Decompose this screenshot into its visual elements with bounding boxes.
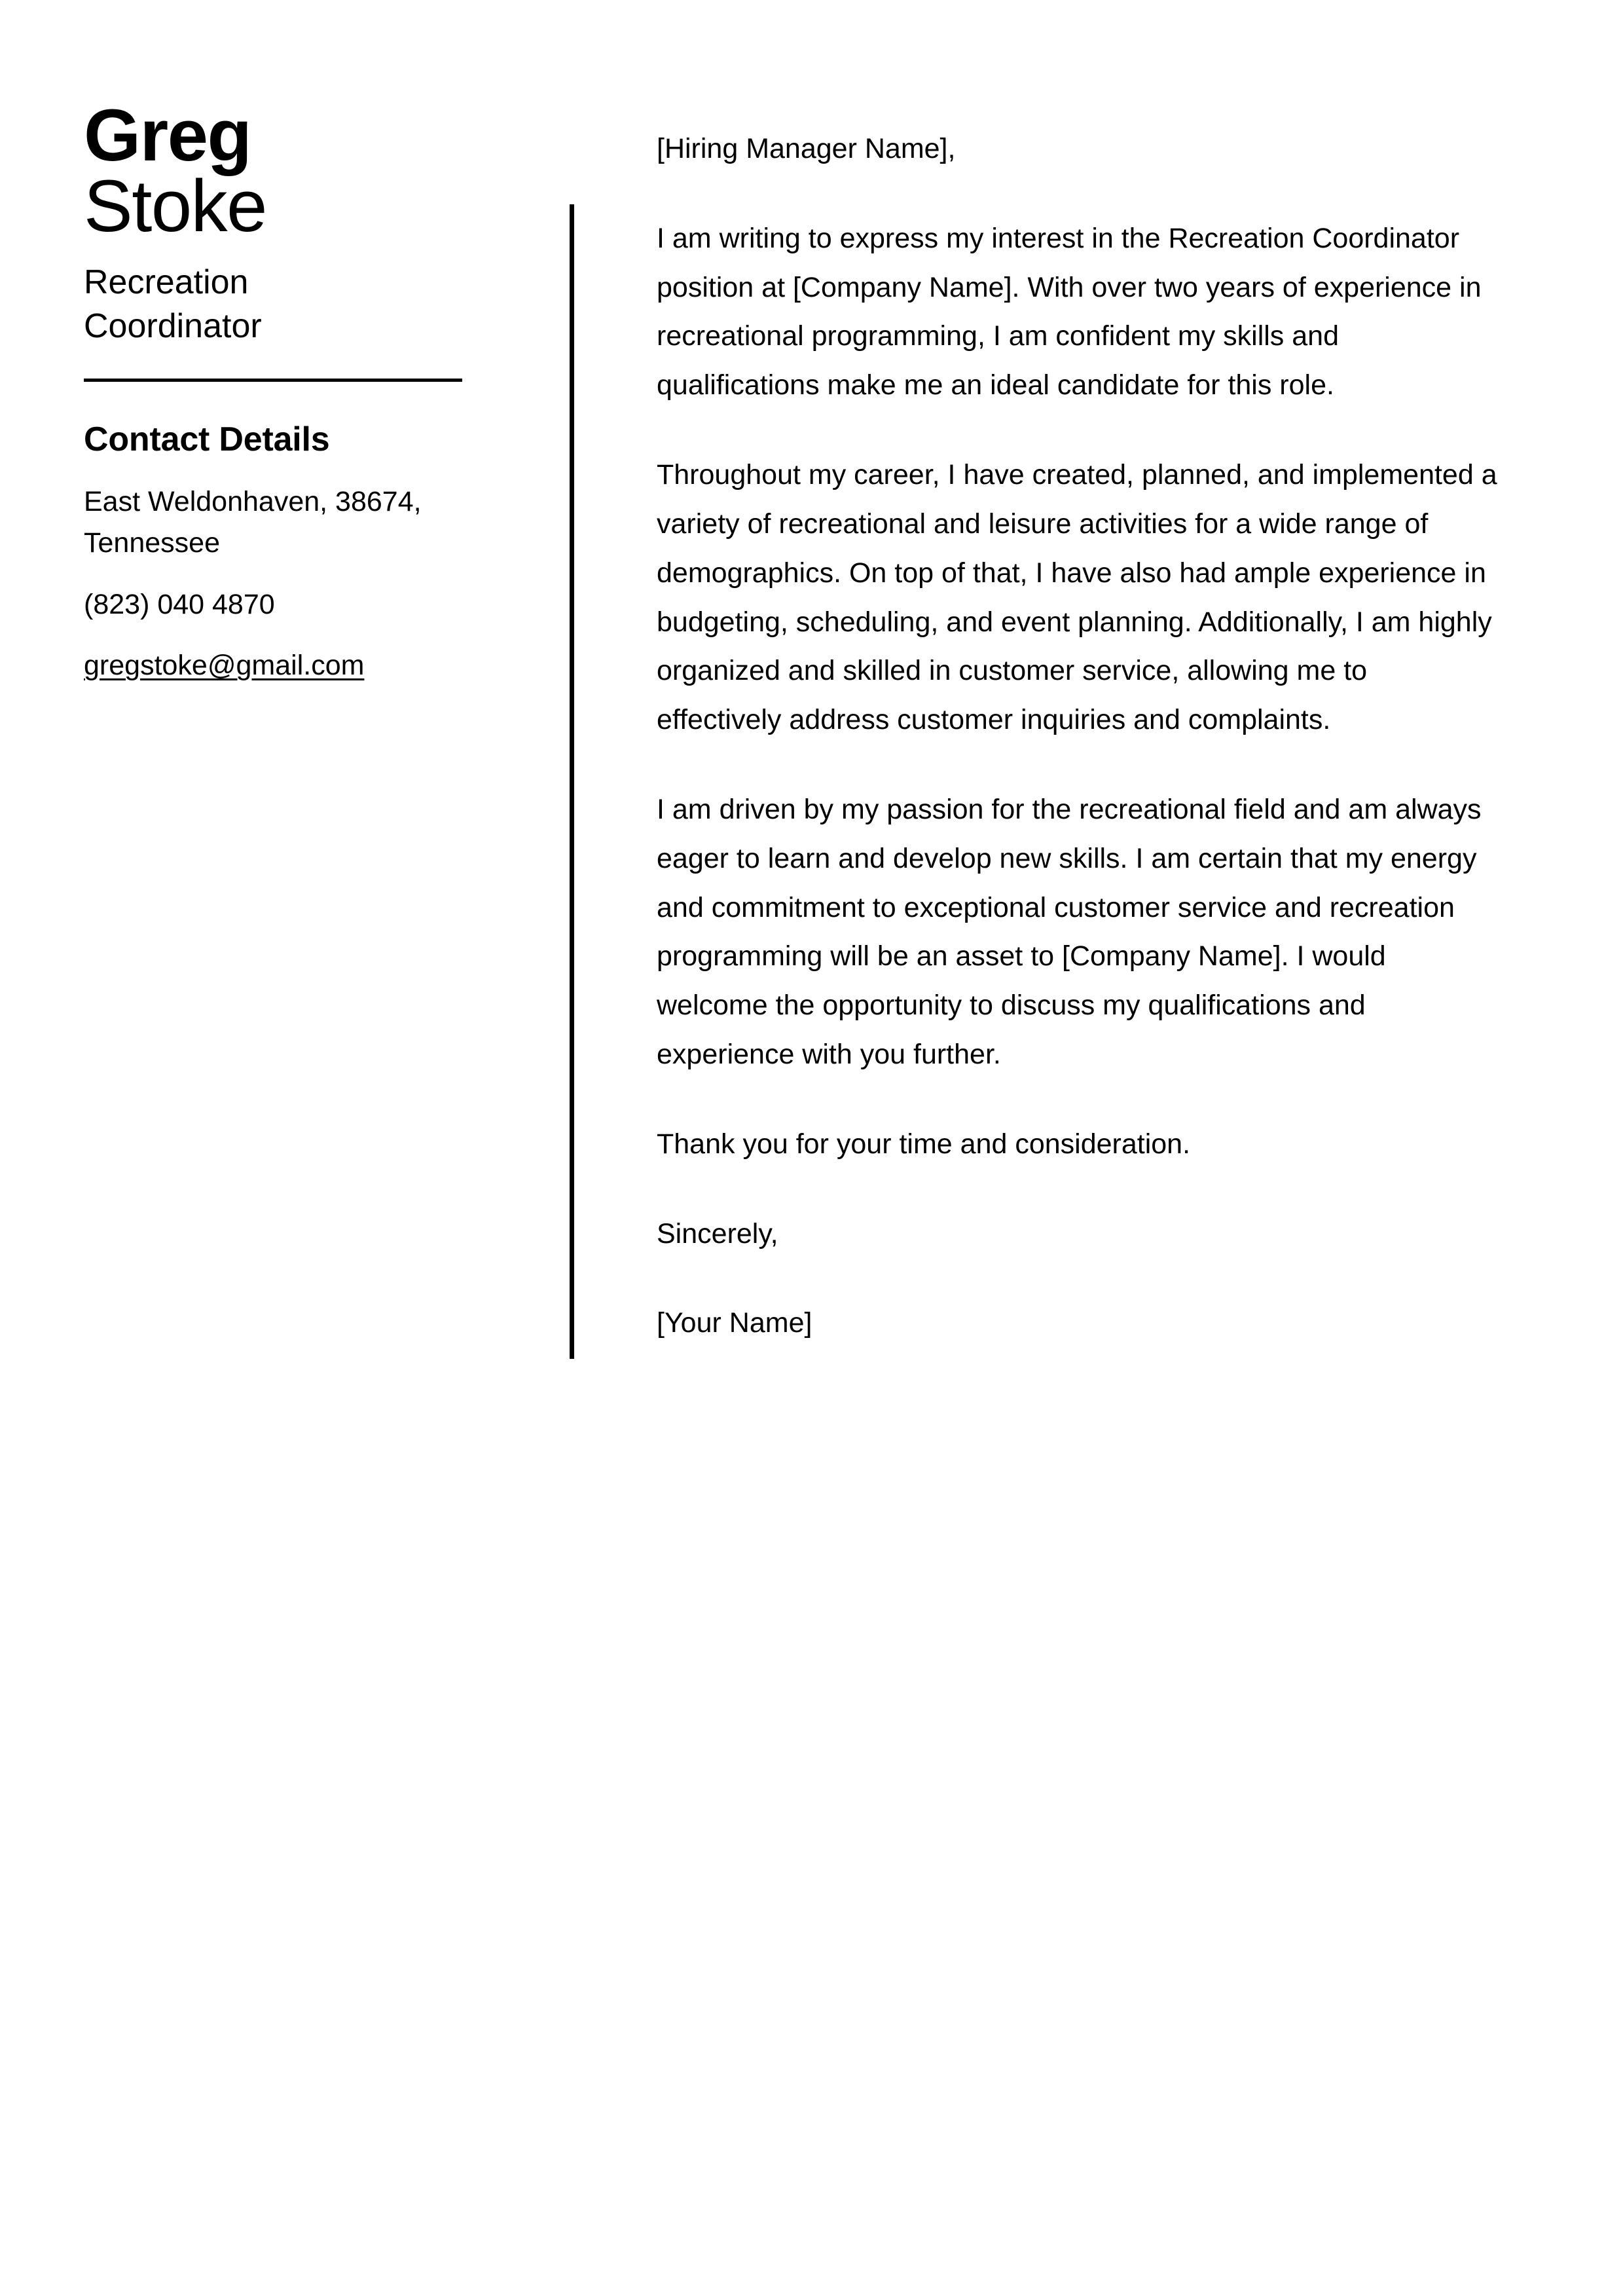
sidebar — [84, 94, 477, 687]
candidate-name — [84, 94, 477, 248]
contact-phone: (823) 040 4870 — [84, 588, 275, 620]
contact-email-row — [84, 645, 450, 687]
letter-signature: [Your Name] — [657, 1307, 812, 1339]
column-divider-rule — [570, 204, 574, 1359]
letter-body — [657, 124, 1498, 1388]
contact-details-heading: Contact Details — [84, 420, 330, 458]
contact-email-link[interactable]: gregstoke@gmail.com — [84, 650, 365, 682]
sidebar-divider-rule — [84, 379, 462, 382]
letter-paragraph-1: I am writing to express my interest in the Recreation Coordinator position at [Company Name]. With over two years of experience in recreational programming, I am confident my skills and qualifications make me an ideal candidate for this role. — [657, 222, 1482, 401]
job-title: Recreation Coordinator — [84, 263, 262, 346]
contact-address: East Weldonhaven, 38674, Tennessee — [84, 485, 422, 559]
candidate-last-name: Stoke — [84, 165, 266, 248]
letter-salutation: [Hiring Manager Name], — [657, 133, 956, 164]
letter-paragraph-2: Throughout my career, I have created, planned, and implemented a variety of recreational and leisure activities for a wide range of demographics. On top of that, I have also had ample experience in budgeting, scheduling, and event planning. Additionally, I am highly organized and skilled in customer service, allowing me to effectively address customer inquiries and complaints. — [657, 459, 1497, 736]
contact-details-list — [84, 481, 477, 688]
letter-paragraph-3: I am driven by my passion for the recreational field and am always eager to learn and develop new skills. I am certain that my energy and commitment to exceptional customer service and recreation programming will be an asset to [Company Name]. I would welcome the opportunity to discuss my qualifications and experience with you further. — [657, 793, 1482, 1070]
letter-closing: Sincerely, — [657, 1217, 778, 1250]
candidate-first-name: Greg — [84, 94, 251, 176]
letter-thank-you: Thank you for your time and consideration. — [657, 1128, 1191, 1160]
letter-closing-block — [657, 1210, 1498, 1348]
